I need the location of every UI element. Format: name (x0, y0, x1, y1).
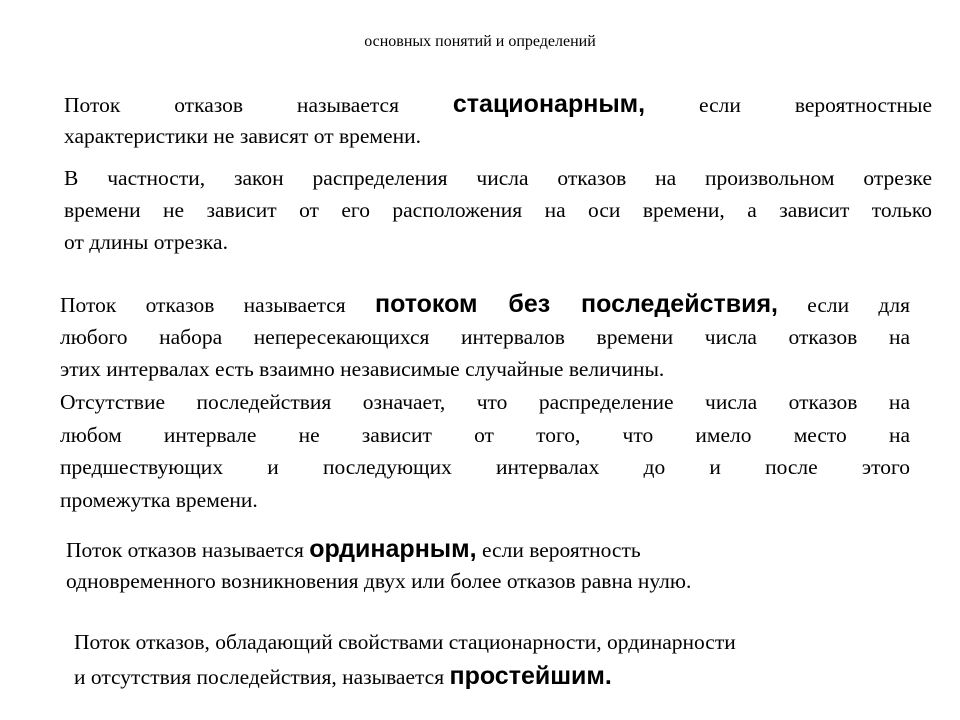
text-line: Отсутствие последействия означает, что распределение числа отказов на (60, 390, 910, 415)
text-line (66, 533, 866, 565)
text-segment: если для (777, 293, 910, 317)
text-line: любого набора непересекающихся интервалов времени числа отказов на (60, 324, 910, 349)
text-segment: если вероятность (476, 538, 641, 562)
text-line (64, 88, 932, 120)
text-line (60, 288, 910, 321)
text-segment: Поток отказов называется (64, 93, 453, 117)
stationary-definition (64, 88, 932, 152)
text-line: предшествующих и последующих интервалах до и после этого (60, 455, 910, 480)
text-segment: Поток отказов называется (60, 293, 375, 317)
text-line: времени не зависит от его расположения на оси времени, а зависит только (64, 198, 932, 222)
term-no-aftereffect: потоком без последействия, (374, 290, 778, 318)
term-simplest: простейшим. (449, 662, 612, 690)
text-line: любом интервале не зависит от того, что имело место на (60, 422, 910, 447)
term-ordinary: ординарным, (309, 535, 477, 563)
text-segment: если вероятностные (645, 93, 932, 117)
text-line: промежутка времени. (60, 488, 258, 513)
text-segment: Поток отказов называется (66, 538, 310, 562)
no-aftereffect-definition (60, 288, 910, 517)
slide-title: основных понятий и определений (364, 33, 596, 50)
text-line: этих интервалах есть взаимно независимые случайные величины. (60, 357, 665, 382)
text-segment: и отсутствия последействия, называется (74, 665, 450, 689)
text-line: характеристики не зависят от времени. (64, 124, 421, 148)
stationary-detail (64, 162, 932, 258)
ordinary-definition (66, 533, 866, 597)
text-line: от длины отрезка. (64, 230, 228, 254)
simplest-definition (74, 625, 914, 693)
text-line: В частности, закон распределения числа отказов на произвольном отрезке (64, 166, 932, 190)
term-stationary: стационарным, (452, 90, 646, 118)
text-line (74, 659, 914, 693)
text-line: Поток отказов, обладающий свойствами стационарности, ординарности (74, 630, 736, 654)
text-line: одновременного возникновения двух или более отказов равна нулю. (66, 569, 692, 593)
